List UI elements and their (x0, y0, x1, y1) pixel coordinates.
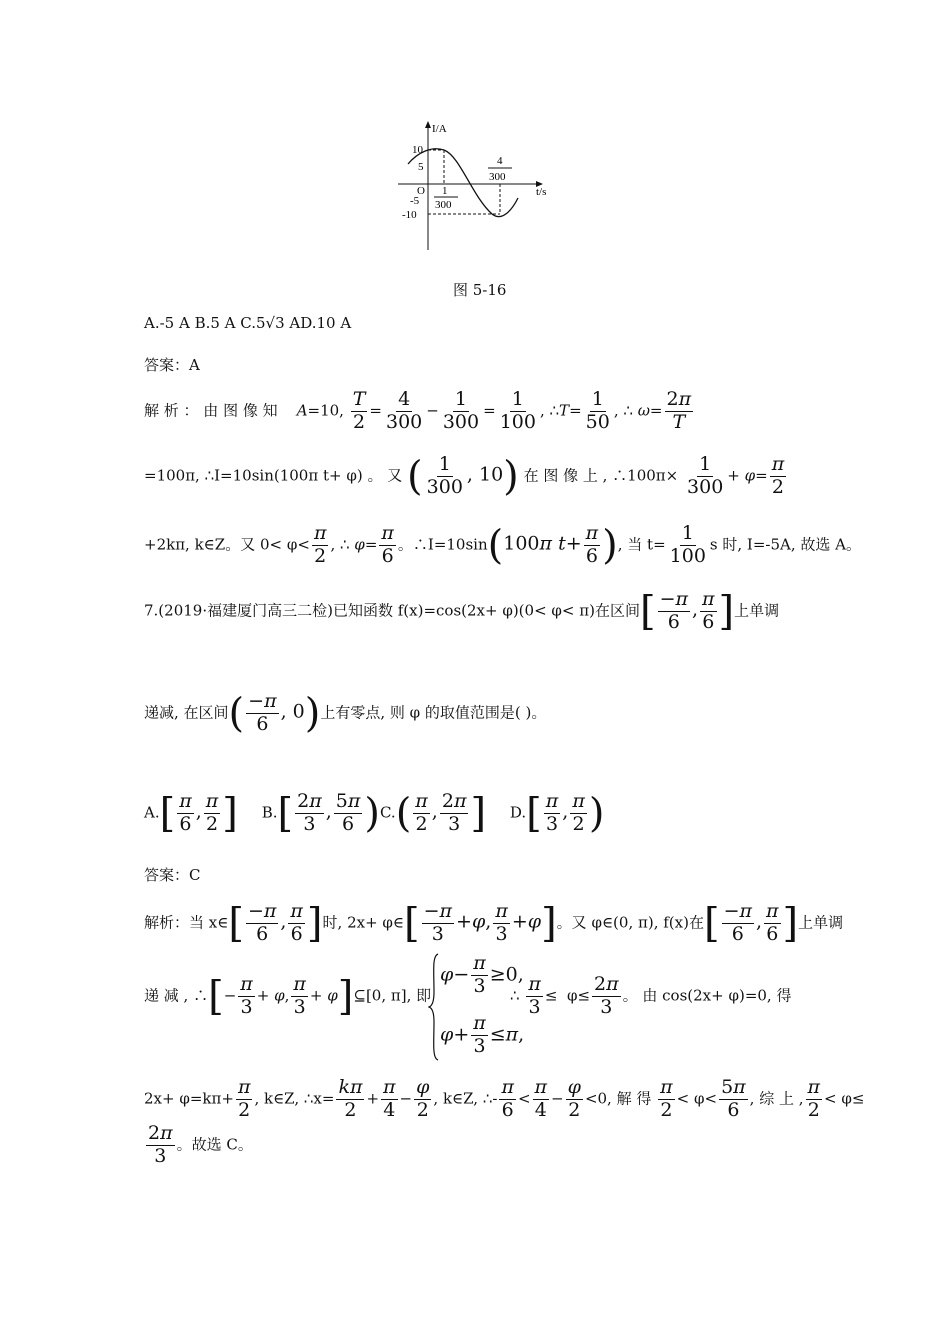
q7-solution-line2b: ∴ $\frac{\pi}{3}$ ≤ φ≤ $\frac{2\pi}{3}$ 。 由 cos(2x+ φ)=0, 得 (510, 973, 792, 1018)
q7-solution-line1: 解析：当 x∈[ $\frac{-\pi}{6}$ , $\frac{\pi}{6}$ ]时, 2x+ φ∈[ $\frac{-\pi}{3}$ +φ, $\frac{\pi}{3}$ +φ]。又 φ∈(0, π), f(x)在[ $\frac{-\pi}{6}$ , $\frac{\pi}{6}$ ]上单调 (144, 900, 844, 947)
y-tick-5: 5 (418, 161, 424, 173)
q7-sol3-c: , k∈Z, ∴- (433, 1089, 498, 1108)
q7-stem-c: 递减, 在区间 (144, 703, 229, 722)
q7-sol1-c: 。又 φ∈(0, π), f(x)在 (556, 913, 704, 932)
q7-options: A.[ $\frac{\pi}{6}$ , $\frac{\pi}{2}$ ] B.[ $\frac{2\pi}{3}$ , $\frac{5\pi}{6}$ )C.( $\frac{\pi}{2}$ , $\frac{2\pi}{3}$ ] D.[ $\frac{\pi}{3}$ , $\frac{\pi}{2}$ ) (144, 790, 605, 837)
q6-sol-l3c: , 当 t= (617, 535, 666, 554)
q7-sol3-d: <0, 解 得 (584, 1089, 652, 1108)
origin-label: O (417, 185, 425, 197)
x-tick2-num: 4 (497, 155, 503, 167)
q7-stem-line2: 递减, 在区间( $\frac{-\pi}{6}$ , 0)上有零点, 则 φ 的取值范围是( )。 (144, 690, 547, 737)
q7-stem-line1: 7.(2019·福建厦门高三二检)已知函数 f(x)=cos(2x+ φ)(0< φ< π)在区间[ $\frac{-\pi}{6}$ , $\frac{\pi}{6}$ ]上单调 (144, 588, 780, 635)
q7-sol1-d: 上单调 (798, 913, 844, 932)
q7-stem-d: 上有零点, 则 φ 的取值范围是( )。 (320, 703, 547, 722)
q7-sol3-e: < φ< (676, 1089, 718, 1108)
x-tick1-num: 1 (442, 185, 448, 197)
q6-solution-line2: =100π, ∴I=10sin(100π t+ φ) 。 又 ( $\frac{1}{300}$ , 10) 在 图 像 上 , ∴100π× $\frac{1}{300}$ + φ= $\frac{\pi}{2}$ (144, 453, 785, 500)
y-axis-arrow (425, 121, 431, 128)
figure-caption: 图 5-16 (453, 281, 507, 299)
q6-sol-l3b: 。∴I=10sin (397, 535, 488, 554)
q7-sol3-g: < φ≤ (824, 1089, 865, 1108)
q6-options: A.-5 A B.5 A C.5√3 AD.10 A (144, 314, 352, 332)
x-axis-label: t/s (536, 186, 547, 198)
q7-sol1-b: 时, 2x+ φ∈ (322, 913, 405, 932)
q7-solution-line4: $\frac{2\pi}{3}$ 。故选 C。 (148, 1122, 253, 1167)
q7-sol2-c: ≤ (544, 986, 558, 1005)
q7-sol4: 。故选 C。 (176, 1135, 253, 1154)
q6-solution-line3: +2kπ, k∈Z。又 0< φ< $\frac{\pi}{2}$ , ∴ φ= $\frac{\pi}{6}$ 。∴I=10sin(100π t+ $\frac{\pi}{6}$ ), 当 t= $\frac{1}{100}$ s 时, I=-5A, 故选 A。 (144, 522, 861, 569)
q7-sol2-e: 。 由 cos(2x+ φ)=0, 得 (622, 986, 792, 1005)
q6-answer: 答案：A (144, 356, 200, 374)
x-tick2-den: 300 (489, 171, 506, 183)
q7-sol2-d: φ≤ (566, 986, 591, 1005)
q6-sol-l2b: 在 图 像 上 , ∴100π× (523, 466, 679, 485)
q7-solution-line3: 2x+ φ=kπ+ $\frac{\pi}{2}$ , k∈Z, ∴x= $\frac{k\pi}{2}$ + $\frac{\pi}{4}$ − $\frac{\varphi}{2}$ , k∈Z, ∴- $\frac{\pi}{6}$ < $\frac{\pi}{4}$ − $\frac{\varphi}{2}$ <0, 解 得 $\frac{\pi}{2}$ < φ< $\frac{5\pi}{6}$ , 综 上 , $\frac{\pi}{2}$ < φ≤ (144, 1076, 865, 1121)
q6-sol-label: 解 析 ： 由 图 像 知 (144, 401, 278, 420)
q7-sol2-b: ⊆[0, π], 即 (353, 986, 432, 1005)
y-tick-minus5: -5 (410, 195, 420, 207)
q6-sol-l2a: =100π, ∴I=10sin(100π t+ φ) 。 又 (144, 466, 403, 485)
curly-brace (428, 952, 440, 1062)
q7-sol3-a: 2x+ φ=kπ+ (144, 1089, 234, 1108)
q7-sol3-b: , k∈Z, ∴x= (254, 1089, 335, 1108)
q7-sol2-a: 递 减 , ∴ (144, 986, 209, 1005)
sine-graph-figure (380, 118, 580, 258)
y-axis-label: I/A (432, 123, 447, 135)
q6-solution-line1: 解 析 ： 由 图 像 知 A=10, $\frac{T}{2}$ = $\frac{4}{300}$ − $\frac{1}{300}$ = $\frac{1}{100}$ , ∴T= $\frac{1}{50}$ , ∴ ω= $\frac{2\pi}{T}$ (144, 388, 692, 433)
q7-sol1-a: 解析：当 x∈ (144, 913, 229, 932)
q7-stem-b: 上单调 (734, 601, 780, 620)
q7-answer: 答案：C (144, 866, 201, 884)
y-tick-minus10: -10 (402, 209, 417, 221)
q7-solution-line2: 递 减 , ∴[− $\frac{\pi}{3}$ + φ, $\frac{\pi}{3}$ + φ]⊆[0, π], 即 (144, 973, 432, 1020)
q6-sol-l3d: s 时, I=-5A, 故选 A。 (709, 535, 861, 554)
y-tick-10: 10 (412, 144, 423, 156)
q7-sol3-f: , 综 上 , (749, 1089, 804, 1108)
x-tick1-den: 300 (435, 199, 452, 211)
q6-sol-l3a: +2kπ, k∈Z。又 0< φ< (144, 535, 310, 554)
q7-stem-a: 7.(2019·福建厦门高三二检)已知函数 f(x)=cos(2x+ φ)(0< φ< π)在区间 (144, 601, 640, 620)
